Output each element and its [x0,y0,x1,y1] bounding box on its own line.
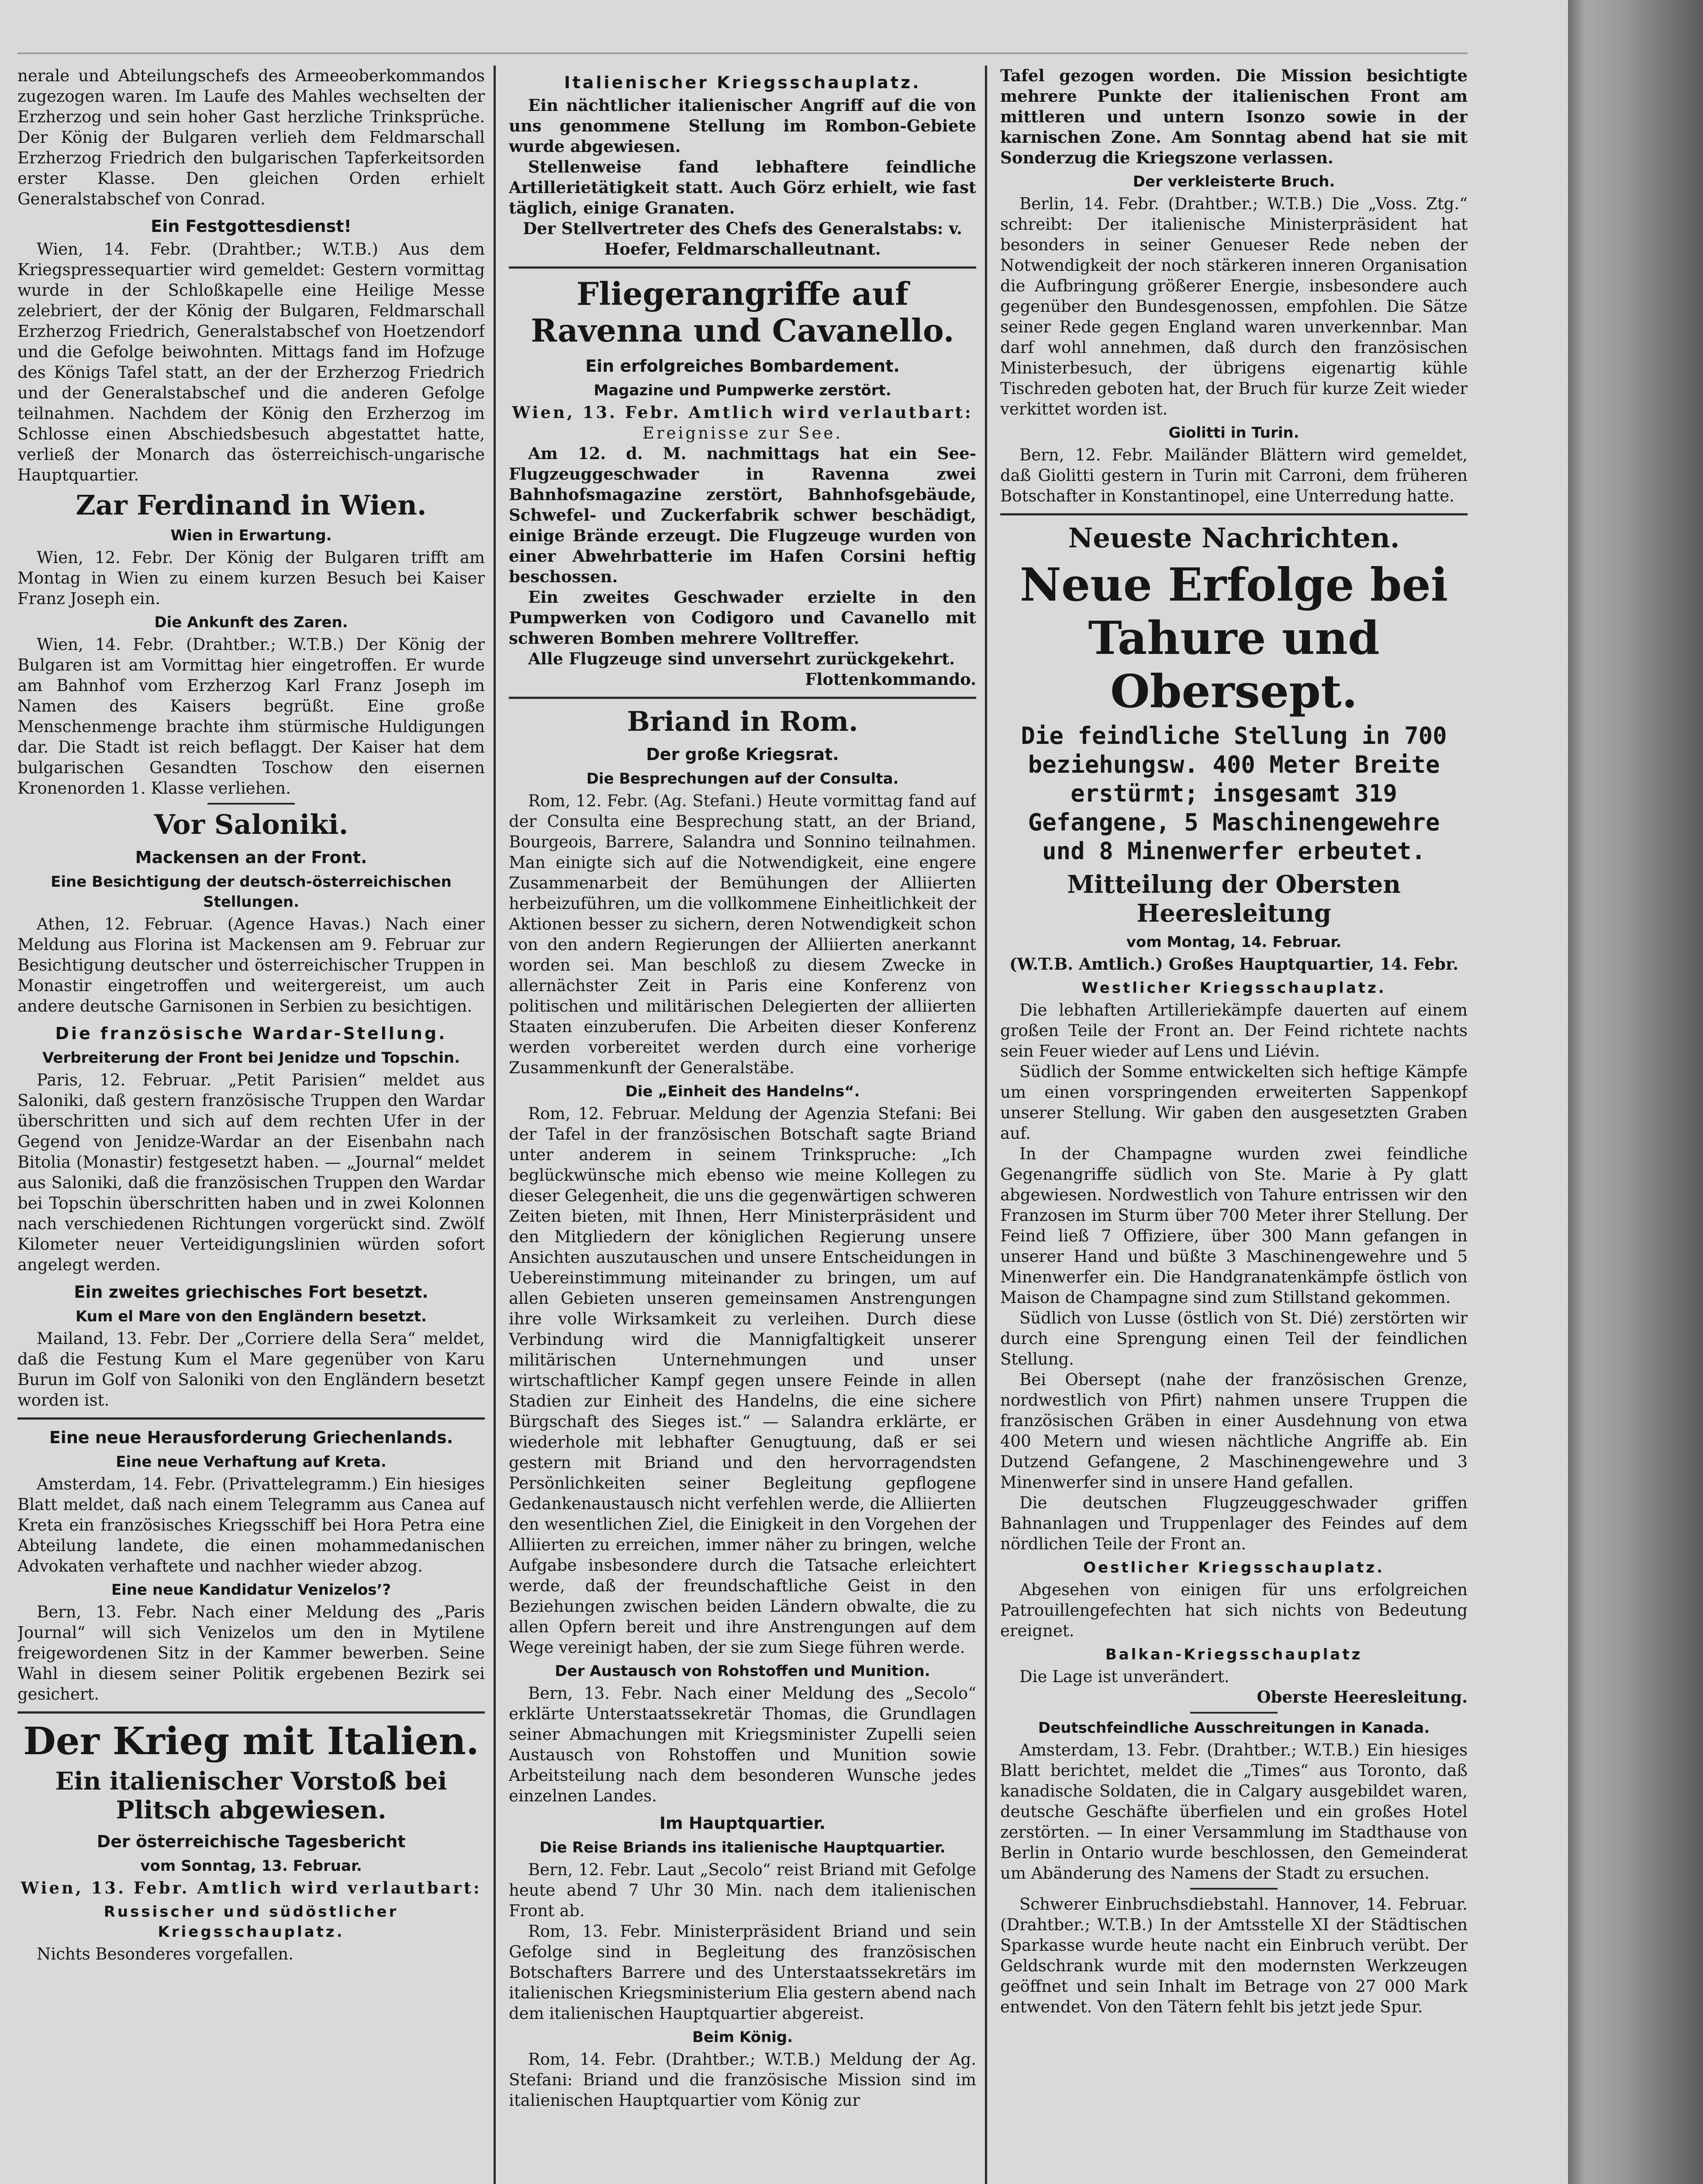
subheadline: Russischer und südöstlicher Kriegsschauplatz. [104,1903,399,1941]
subheadline: Oestlicher Kriegsschauplatz. [1083,1559,1385,1576]
article-text: Bern, 13. Febr. Nach einer Meldung des „Paris Journal“ will sich Venizelos um den in Mytilene freigewordenen Sitz in der Kammer bewerben. Seine Wahl in diesem seiner Politik ergebenen Bezirk sei gesichert. [17,1603,485,1704]
article-text: Abgesehen von einigen für uns erfolgreichen Patrouillengefechten hat sich nichts von Bedeutung ereignet. [1000,1580,1468,1640]
headline: Zar Ferdinand in Wien. [76,489,427,521]
subheadline: Mitteilung der Obersten Heeresleitung [1067,870,1401,928]
headline: Briand in Rom. [627,705,858,737]
headline: Im Hauptquartier. [659,1814,826,1833]
article-text: Amsterdam, 13. Febr. (Drahtber.; W.T.B.) Ein hiesiges Blatt berichtet, meldet die „Times“ aus Toronto, daß kanadische Soldaten, die in Calgary ausgebildet waren, deutsche Geschäfte überfielen und ein großes Hotel zerstörten. — In einer Versammlung im Stadthause von Berlin in Ontario wurde beschlossen, den Gemeinderat um Abänderung des Namens der Stadt zu ersuchen. [1000,1741,1468,1883]
article-text: Amsterdam, 14. Febr. (Privattelegramm.) Ein hiesiges Blatt meldet, daß nach einem Telegramm aus Canea auf Kreta ein französisches Kriegsschiff bei Hora Petra eine Abteilung landete, die einen mohammedanischen Advokaten verhaftete und nachher wieder abzog. [17,1475,485,1576]
article-text: nerale und Abteilungschefs des Armeeoberkommandos zugezogen waren. Im Laufe des Mahles wechselten der Erzherzog und sein hoher Gast herzliche Trinksprüche. Der König der Bulgaren verlieh dem Feldmarschall Erzherzog Friedrich den bulgarischen Tapferkeitsorden erster Klasse. Den gleichen Orden erhielt Generalstabschef von Conrad. [17,66,485,208]
divider [509,266,976,269]
article-text: Die lebhaften Artilleriekämpfe dauerten auf einem großen Teile der Front an. Der Feind richtete nachts sein Feuer wieder auf Lens und Liévin. [1000,1001,1468,1061]
subheadline: Eine neue Verhaftung auf Kreta. [116,1453,387,1471]
subheadline: Die Ankunft des Zaren. [154,614,348,631]
divider [17,1711,485,1714]
article-text: Rom, 12. Februar. Meldung der Agenzia Stefani: Bei der Tafel in der französischen Botschaft sagte Briand unter anderem in seinem Trinkspruche: „Ich beglückwünsche mich ebenso wie meine Kollegen zu dieser Gelegenheit, die uns die gegenwärtigen schweren Zeiten bieten, mit Ihnen, Herr Ministerpräsident und den Mitgliedern der königlichen Regierung unsere Ansichten auszutauschen und unsere Entscheidungen in Uebereinstimmung miteinander zu bringen, um auf allen Gebieten unseren gemeinsamen Anstrengungen ihre volle Wirksamkeit zu verleihen. Durch diese Verbindung wird die Mannigfaltigkeit unserer militärischen Unternehmungen und unser wirtschaftlicher Kampf gegen unsere Feinde in allen Stadien zur Einheit des Handelns, die eine sichere Bürgschaft des Sieges ist.“ — Salandra erklärte, er wiederhole mit lebhafter Genugtuung, daß er sei gestern mit Briand und den hervorragendsten Persönlichkeiten seiner Begleitung gepflogene Gedankenaustausch nicht verfehlen werde, die Alliierten den wesentlichen Ziel, die Einigkeit in den Vorgehen der Alliierten zu erreichen, immer näher zu bringen, welche Aufgabe insbesondere durch die Tatsache erleichtert werde, daß der freundschaftliche Geist in den Beziehungen zwischen beiden Ländern obwalte, die zu allen Opfern bereit und ihre Anstrengungen auf dem Wege vereinigt haben, der sie zum Siege führen werde. [509,1104,976,1657]
header-strip [17,52,1468,54]
headline: Vor Saloniki. [154,809,349,840]
article-text: Paris, 12. Februar. „Petit Parisien“ meldet aus Saloniki, daß gestern französische Truppen den Wardar überschritten und sich auf dem rechten Ufer in der Gegend von Jenidze-Wardar an der Eisenbahn nach Bitolia (Monastir) festgesetzt haben. — „Journal“ meldet aus Saloniki, daß die französischen Truppen den Wardar bei Topschin überschritten haben und in zwei Kolonnen nach verschiedenen Richtungen vorgerückt sind. Zwölf Kilometer neuer Verteidigungslinien würden sofort angelegt werden. [17,1071,485,1274]
article-text: Der Stellvertreter des Chefs des Generalstabs: v. Hoefer, Feldmarschalleutnant. [523,219,962,259]
subheadline: Die Reise Briands ins italienische Hauptquartier. [539,1839,946,1856]
subheadline: Eine Besichtigung der deutsch-österreichischen Stellungen. [51,873,452,911]
divider [17,1417,485,1420]
column-2 [509,66,976,2184]
article-text: Athen, 12. Februar. (Agence Havas.) Nach einer Meldung aus Florina ist Mackensen am 9. Februar zur Besichtigung deutscher und österreichischer Truppen in Monastir eingetroffen und weitergereist, um auch andere deutsche Garnisonen in Serbien zu besichtigen. [17,915,485,1016]
divider [207,803,295,805]
article-text: Die Lage ist unverändert. [1019,1667,1230,1686]
article-text: Alle Flugzeuge sind unversehrt zurückgekehrt. [528,649,955,668]
column-3 [1000,66,1468,2184]
article-text: Stellenweise fand lebhaftere feindliche Artillerietätigkeit statt. Auch Görz erhielt, wie fast täglich, einige Granaten. [509,157,976,218]
headline: Neue Erfolge bei Tahure und Obersept. [1019,558,1448,718]
article-text: Ein zweites Geschwader erzielte in den Pumpwerken von Codigoro und Cavanello mit schweren Bomben mehrere Volltreffer. [509,587,976,648]
subheadline: Mackensen an der Front. [135,848,367,867]
subheadline: vom Sonntag, 13. Februar. [140,1857,362,1875]
column-rule [494,66,496,2184]
subheadline: Deutschfeindliche Ausschreitungen in Kanada. [1038,1719,1430,1737]
article-text: Schwerer Einbruchsdiebstahl. Hannover, 14. Februar. (Drahtber.; W.T.B.) In der Amtsstelle XI der Städtischen Sparkasse wurde heute nacht ein Einbruch verübt. Der Geldschrank wurde mit den modernsten Werkzeugen geöffnet und sein Inhalt im Betrage von 27 000 Mark entwendet. Von den Tätern fehlt bis jetzt jede Spur. [1000,1895,1468,2016]
subheadline: vom Montag, 14. Februar. [1126,933,1342,951]
article-text: Wien, 14. Febr. (Drahtber.; W.T.B.) Der König der Bulgaren ist am Vormittag hier eingetroffen. Er wurde am Bahnhof vom Erzherzog Karl Franz Joseph im Namen des Kaisers begrüßt. Eine große Menschenmenge brachte ihm stürmische Huldigungen dar. Die Stadt ist reich beflaggt. Der Kaiser hat dem bulgarischen Gesandten Toschow den eisernen Kronenorden 1. Klasse verliehen. [17,635,485,798]
subheadline: Eine neue Kandidatur Venizelos’? [111,1581,391,1599]
headline: Die französische Wardar-Stellung. [55,1024,447,1043]
headline: Ein Festgottesdienst! [151,217,352,236]
article-text: In der Champagne wurden zwei feindliche Gegenangriffe südlich von Ste. Marie à Py glatt abgewiesen. Nordwestlich von Tahure entrissen wir den Franzosen im Sturm über 700 Meter ihrer Stellung. Der Feind ließ 7 Offiziere, über 300 Mann gefangen in unserer Hand und büßte 3 Maschinengewehre und 5 Minenwerfer ein. Die Handgranatenkämpfe östlich von Maison de Champagne sind zum Stillstand gekommen. [1000,1144,1468,1307]
article-text: Wien, 14. Febr. (Drahtber.; W.T.B.) Aus dem Kriegspressequartier wird gemeldet: Gestern vormittag wurde in der Schloßkapelle eine Heilige Messe zelebriert, der der König der Bulgaren, Feldmarschall Erzherzog Friedrich, Generalstabschef von Hoetzendorf und die Gefolge beiwohnten. Mittags fand im Hofzuge des Königs Tafel statt, an der der Erzherzog Friedrich und der Generalstabschef und die anderen Gefolge teilnahmen. Nachdem der König den Erzherzog im Schlosse einen Abschiedsbesuch abgestattet hatte, verließ der Monarch das österreichisch-ungarische Hauptquartier. [17,240,485,484]
article-text: Ereignisse zur See. [642,424,843,442]
subheadline: Der verkleisterte Bruch. [1133,173,1335,190]
subheadline: Die „Einheit des Handelns“. [625,1083,860,1100]
divider [1190,1888,1278,1890]
subheadline: Ein erfolgreiches Bombardement. [585,356,900,376]
subheadline: Wien in Erwartung. [170,527,332,544]
subheadline: Balkan-Kriegsschauplatz [1105,1646,1363,1663]
subheadline: Die Besprechungen auf der Consulta. [586,770,899,788]
subheadline: Der österreichische Tagesbericht [97,1832,406,1851]
article-text: Am 12. d. M. nachmittags hat ein See-Flugzeuggeschwader in Ravenna zwei Bahnhofsmagazine zerstört, Bahnhofsgebäude, Schwefel- und Zuckerfabrik schwer beschädigt, einige Brände erzeugt. Die Flugzeuge wurden von einer Abwehrbatterie im Hafen Corsini heftig beschossen. [509,444,976,586]
article-text: Rom, 14. Febr. (Drahtber.; W.T.B.) Meldung der Ag. Stefani: Briand und die französische Mission sind im italienischen Hauptquartier vom König zur [509,2050,976,2110]
column-rule [985,66,987,2184]
headline: Ein zweites griechisches Fort besetzt. [74,1282,428,1302]
article-text: Bern, 12. Febr. Laut „Secolo“ reist Briand mit Gefolge heute abend 7 Uhr 30 Min. nach dem italienischen Front ab. [509,1860,976,1920]
headline: Ein italienischer Vorstoß bei Plitsch abgewiesen. [55,1767,447,1825]
article-text: Südlich der Somme entwickelten sich heftige Kämpfe um einen vorspringenden erweiterten Sappenkopf unserer Stellung. Wir gaben den ausgesetzten Graben auf. [1000,1062,1468,1143]
column-1 [17,66,485,2184]
article-text: Südlich von Lusse (östlich von St. Dié) zerstörten wir durch eine Sprengung einen Teil der feindlichen Stellung. [1000,1309,1468,1368]
subheadline: Beim König. [692,2028,793,2046]
article-text: Bern, 13. Febr. Nach einer Meldung des „Secolo“ erklärte Unterstaatssekretär Thomas, die Grundlagen seiner Abmachungen mit Kriegsminister Zupelli seien Austausch von Rohstoffen und Munition sowie Arbeitsteilung nach dem besonderen Wunsche jedes einzelnen Landes. [509,1684,976,1805]
subheadline: Westlicher Kriegsschauplatz. [1081,979,1386,997]
article-text: Oberste Heeresleitung. [1257,1687,1468,1707]
headline-deck: Die feindliche Stellung in 700 beziehungsw. 400 Meter Breite erstürmt; insgesamt 319 Gefangene, 5 Maschinengewehre und 8 Minenwerfer erbeutet. [1021,722,1447,865]
headline: Der Krieg mit Italien. [23,1719,479,1763]
subheadline: Verbreiterung der Front bei Jenidze und Topschin. [42,1049,460,1067]
article-text: Nichts Besonderes vorgefallen. [37,1945,294,1963]
subheadline: Kum el Mare von den Engländern besetzt. [76,1308,427,1325]
section-title: Neueste Nachrichten. [1068,522,1400,554]
article-text: Wien, 13. Febr. Amtlich wird verlautbart: [21,1878,482,1897]
book-edge [1568,0,1703,2184]
article-text: Die deutschen Flugzeuggeschwader griffen Bahnanlagen und Truppenlager des Feindes auf dem nördlichen Teile der Front an. [1000,1493,1468,1553]
divider [1000,513,1468,515]
headline: Eine neue Herausforderung Griechenlands. [49,1428,453,1447]
article-text: Wien, 12. Febr. Der König der Bulgaren trifft am Montag in Wien zu einem kurzen Besuch bei Kaiser Franz Joseph ein. [17,548,485,608]
divider [509,697,976,699]
article-text: Berlin, 14. Febr. (Drahtber.; W.T.B.) Die „Voss. Ztg.“ schreibt: Der italienische Ministerpräsident hat besonders in seiner Genueser Rede neben der Notwendigkeit der noch stärkeren inneren Organisation die Aufbringung größerer Energie, insbesondere auch gegenüber den Bundesgenossen, empfohlen. Die Sätze seiner Rede gegen England waren unverkennbar. Man darf wohl annehmen, daß durch den französischen Ministerbesuch, der übrigens eigenartig kühle Tischreden geboten hat, der Bruch für kurze Zeit wieder verkittet worden ist. [1000,194,1468,418]
article-text: Flottenkommando. [805,670,976,689]
article-text: Rom, 13. Febr. Ministerpräsident Briand und sein Gefolge sind in Begleitung des französischen Botschafters Barrere und des Unterstaatssekretärs im italienischen Kriegsministerium Elia gestern abend nach dem italienischen Hauptquartier abgereist. [509,1922,976,2023]
article-text: Ein nächtlicher italienischer Angriff auf die von uns genommene Stellung im Rombon-Gebiete wurde abgewiesen. [509,96,976,156]
article-text: Bern, 12. Febr. Mailänder Blättern wird gemeldet, daß Giolitti gestern in Turin mit Carroni, dem früheren Botschafter in Konstantinopel, eine Unterredung hatte. [1000,446,1468,505]
subheadline: Der Austausch von Rohstoffen und Munition. [555,1662,930,1680]
divider [1190,1712,1278,1714]
article-text: Wien, 13. Febr. Amtlich wird verlautbart: [512,403,973,422]
article-text: Bei Obersept (nahe der französischen Grenze, nordwestlich von Pfirt) nahmen unsere Truppen die französischen Gräben in einer Ausdehnung von etwa 400 Metern und wiesen nächtliche Angriffe ab. Ein Dutzend Gefangene, 2 Maschinengewehre und 3 Minenwerfer sind in unsere Hand gefallen. [1000,1370,1468,1492]
subheadline: Der große Kriegsrat. [646,745,839,764]
article-text: Mailand, 13. Febr. Der „Corriere della Sera“ meldet, daß die Festung Kum el Mare gegenüber von Karu Burun im Golf von Saloniki von den Engländern besetzt worden ist. [17,1329,485,1410]
headline: Fliegerangriffe auf Ravenna und Cavanello. [531,275,954,349]
headline: Italienischer Kriegsschauplatz. [564,73,921,92]
subheadline: Magazine und Pumpwerke zerstört. [594,382,891,399]
subheadline: Giolitti in Turin. [1168,424,1299,442]
article-text: Tafel gezogen worden. Die Mission besichtigte mehrere Punkte der italienischen Front am mittleren und untern Isonzo sowie in der karnischen Zone. Am Sonntag abend hat sie mit Sonderzug die Kriegszone verlassen. [1000,66,1468,167]
article-text: (W.T.B. Amtlich.) Großes Hauptquartier, 14. Febr. [1009,954,1458,974]
article-text: Rom, 12. Febr. (Ag. Stefani.) Heute vormittag fand auf der Consulta eine Besprechung statt, an der Briand, Bourgeois, Barrere, Salandra und Sonnino teilnahmen. Man einigte sich auf die Notwendigkeit, eine engere Zusammenarbeit der Bemühungen der Alliierten herbeizuführen, um die vollkommene Einheitlichkeit der Aktionen besser zu sichern, deren Notwendigkeit schon von den andern Regierungen der Alliierten anerkannt worden sei. Man beschloß zu diesem Zwecke in allernächster Zeit in Paris eine Konferenz von politischen und militärischen Delegierten der alliierten Staaten einzuberufen. Die Arbeiten dieser Konferenz werden vorbereitet werden durch eine vorherige Zusammenkunft der Generalstäbe. [509,791,976,1077]
